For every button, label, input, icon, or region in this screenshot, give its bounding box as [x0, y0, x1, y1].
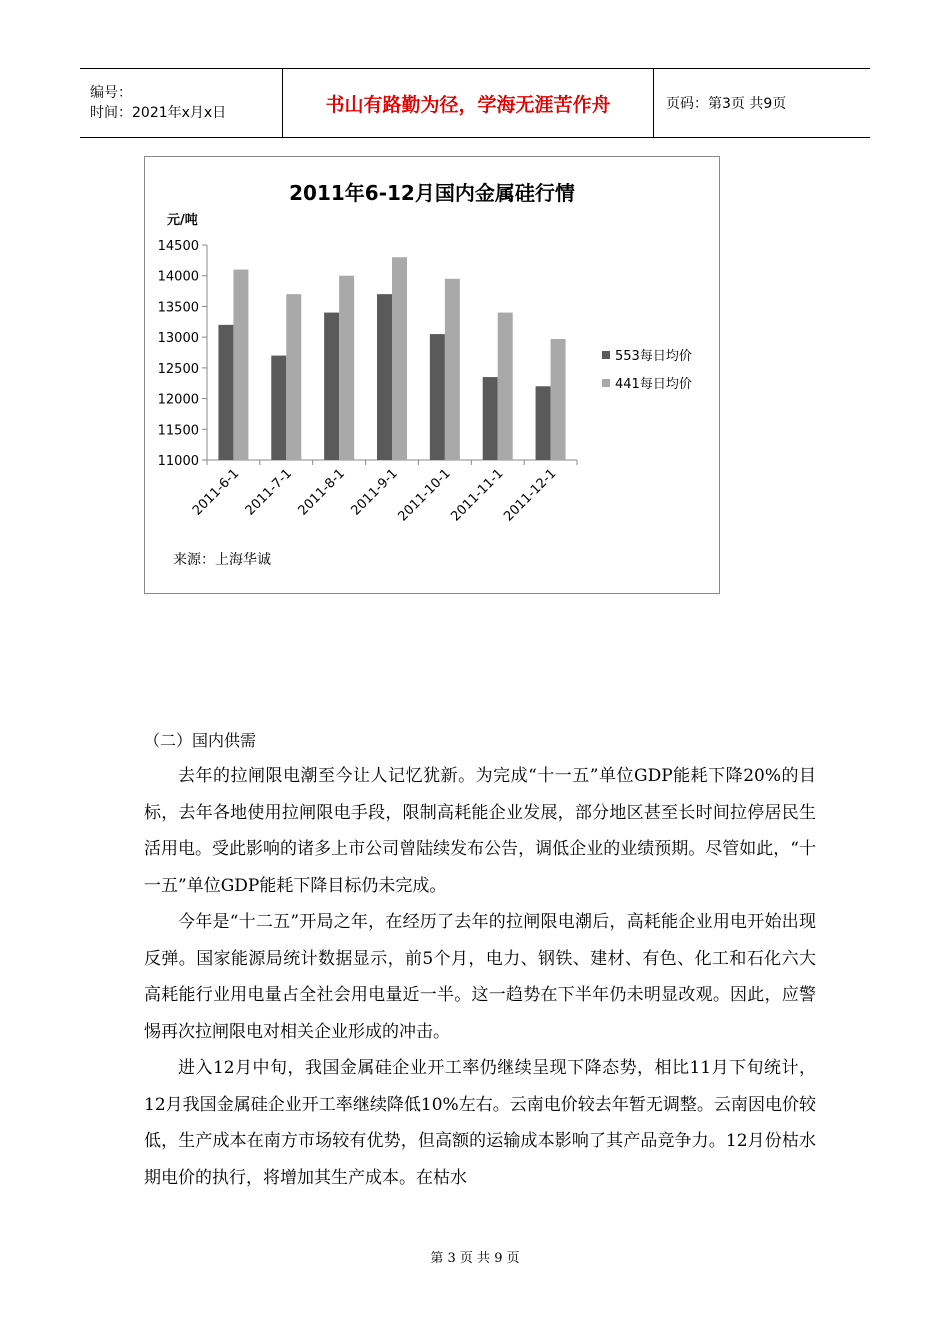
- chart-title: 2011年6-12月国内金属硅行情: [289, 181, 575, 205]
- paragraph: 进入12月中旬，我国金属硅企业开工率仍继续呈现下降态势，相比11月下旬统计，12月我国金属硅企业开工率继续降低10%左右。云南电价较去年暂无调整。云南因电价较低，生产成本在南方市场较有优势，但高额的运输成本影响了其产品竞争力。12月份枯水期电价的执行，将增加其生产成本。在枯水: [144, 1058, 816, 1188]
- legend-label: 441每日均价: [615, 377, 692, 392]
- x-tick-label: 2011-7-1: [242, 466, 296, 519]
- bar: [377, 294, 392, 460]
- bar: [324, 313, 339, 460]
- legend-swatch: [602, 351, 610, 359]
- bar: [339, 276, 354, 460]
- y-tick-label: 14000: [157, 269, 199, 285]
- x-tick-label: 2011-8-1: [295, 466, 348, 519]
- bar: [430, 334, 445, 460]
- bar: [286, 294, 301, 460]
- paragraph: 去年的拉闸限电潮至今让人记忆犹新。为完成“十一五”单位GDP能耗下降20%的目标，去年各地使用拉闸限电手段，限制高耗能企业发展，部分地区甚至长时间拉停居民生活用电。受此影响的诸多上市公司曾陆续发布公告，调低企业的业绩预期。尽管如此，“十一五”单位GDP能耗下降目标仍未完成。: [144, 766, 816, 896]
- legend-label: 553每日均价: [615, 349, 692, 364]
- section-title: （二）国内供需: [144, 731, 257, 750]
- bar: [271, 356, 286, 460]
- chart-container: [144, 156, 720, 594]
- bar: [392, 257, 407, 460]
- legend-swatch: [602, 379, 610, 387]
- x-tick-label: 2011-11-1: [448, 466, 507, 525]
- doc-time-label: 时间：2021年x月x日: [90, 105, 227, 121]
- bar: [551, 339, 566, 460]
- paragraph: 今年是“十二五”开局之年，在经历了去年的拉闸限电潮后，高耗能企业用电开始出现反弹。国家能源局统计数据显示，前5个月，电力、钢铁、建材、有色、化工和石化六大高耗能行业用电量占全社会用电量近一半。这一趋势在下半年仍未明显改观。因此，应警惕再次拉闸限电对相关企业形成的冲击。: [144, 912, 816, 1042]
- page-footer: 第 3 页 共 9 页: [430, 1251, 520, 1266]
- y-axis-unit: 元/吨: [167, 213, 198, 228]
- x-tick-label: 2011-12-1: [501, 466, 560, 525]
- header-page-info: 页码：第3页 共9页: [666, 96, 787, 112]
- doc-number-label: 编号：: [90, 85, 132, 101]
- x-tick-label: 2011-9-1: [348, 466, 401, 519]
- chart-source: 来源：上海华诚: [173, 552, 271, 568]
- page-header: [80, 68, 870, 138]
- bar: [483, 377, 498, 460]
- y-tick-label: 14500: [157, 239, 199, 254]
- header-meta: [80, 69, 282, 137]
- x-tick-label: 2011-6-1: [189, 466, 243, 519]
- bar: [218, 325, 233, 460]
- y-tick-label: 13000: [157, 331, 199, 347]
- y-tick-label: 13500: [157, 300, 199, 316]
- bar: [445, 279, 460, 460]
- bar-chart: [145, 157, 721, 595]
- bar: [498, 313, 513, 460]
- y-tick-label: 12500: [157, 361, 199, 377]
- y-tick-label: 11500: [157, 423, 199, 439]
- bar: [233, 270, 248, 460]
- x-tick-label: 2011-10-1: [395, 466, 454, 525]
- y-tick-label: 12000: [157, 392, 199, 408]
- bar: [536, 386, 551, 460]
- header-motto: 书山有路勤为径，学海无涯苦作舟: [282, 69, 654, 137]
- y-tick-label: 11000: [157, 454, 199, 469]
